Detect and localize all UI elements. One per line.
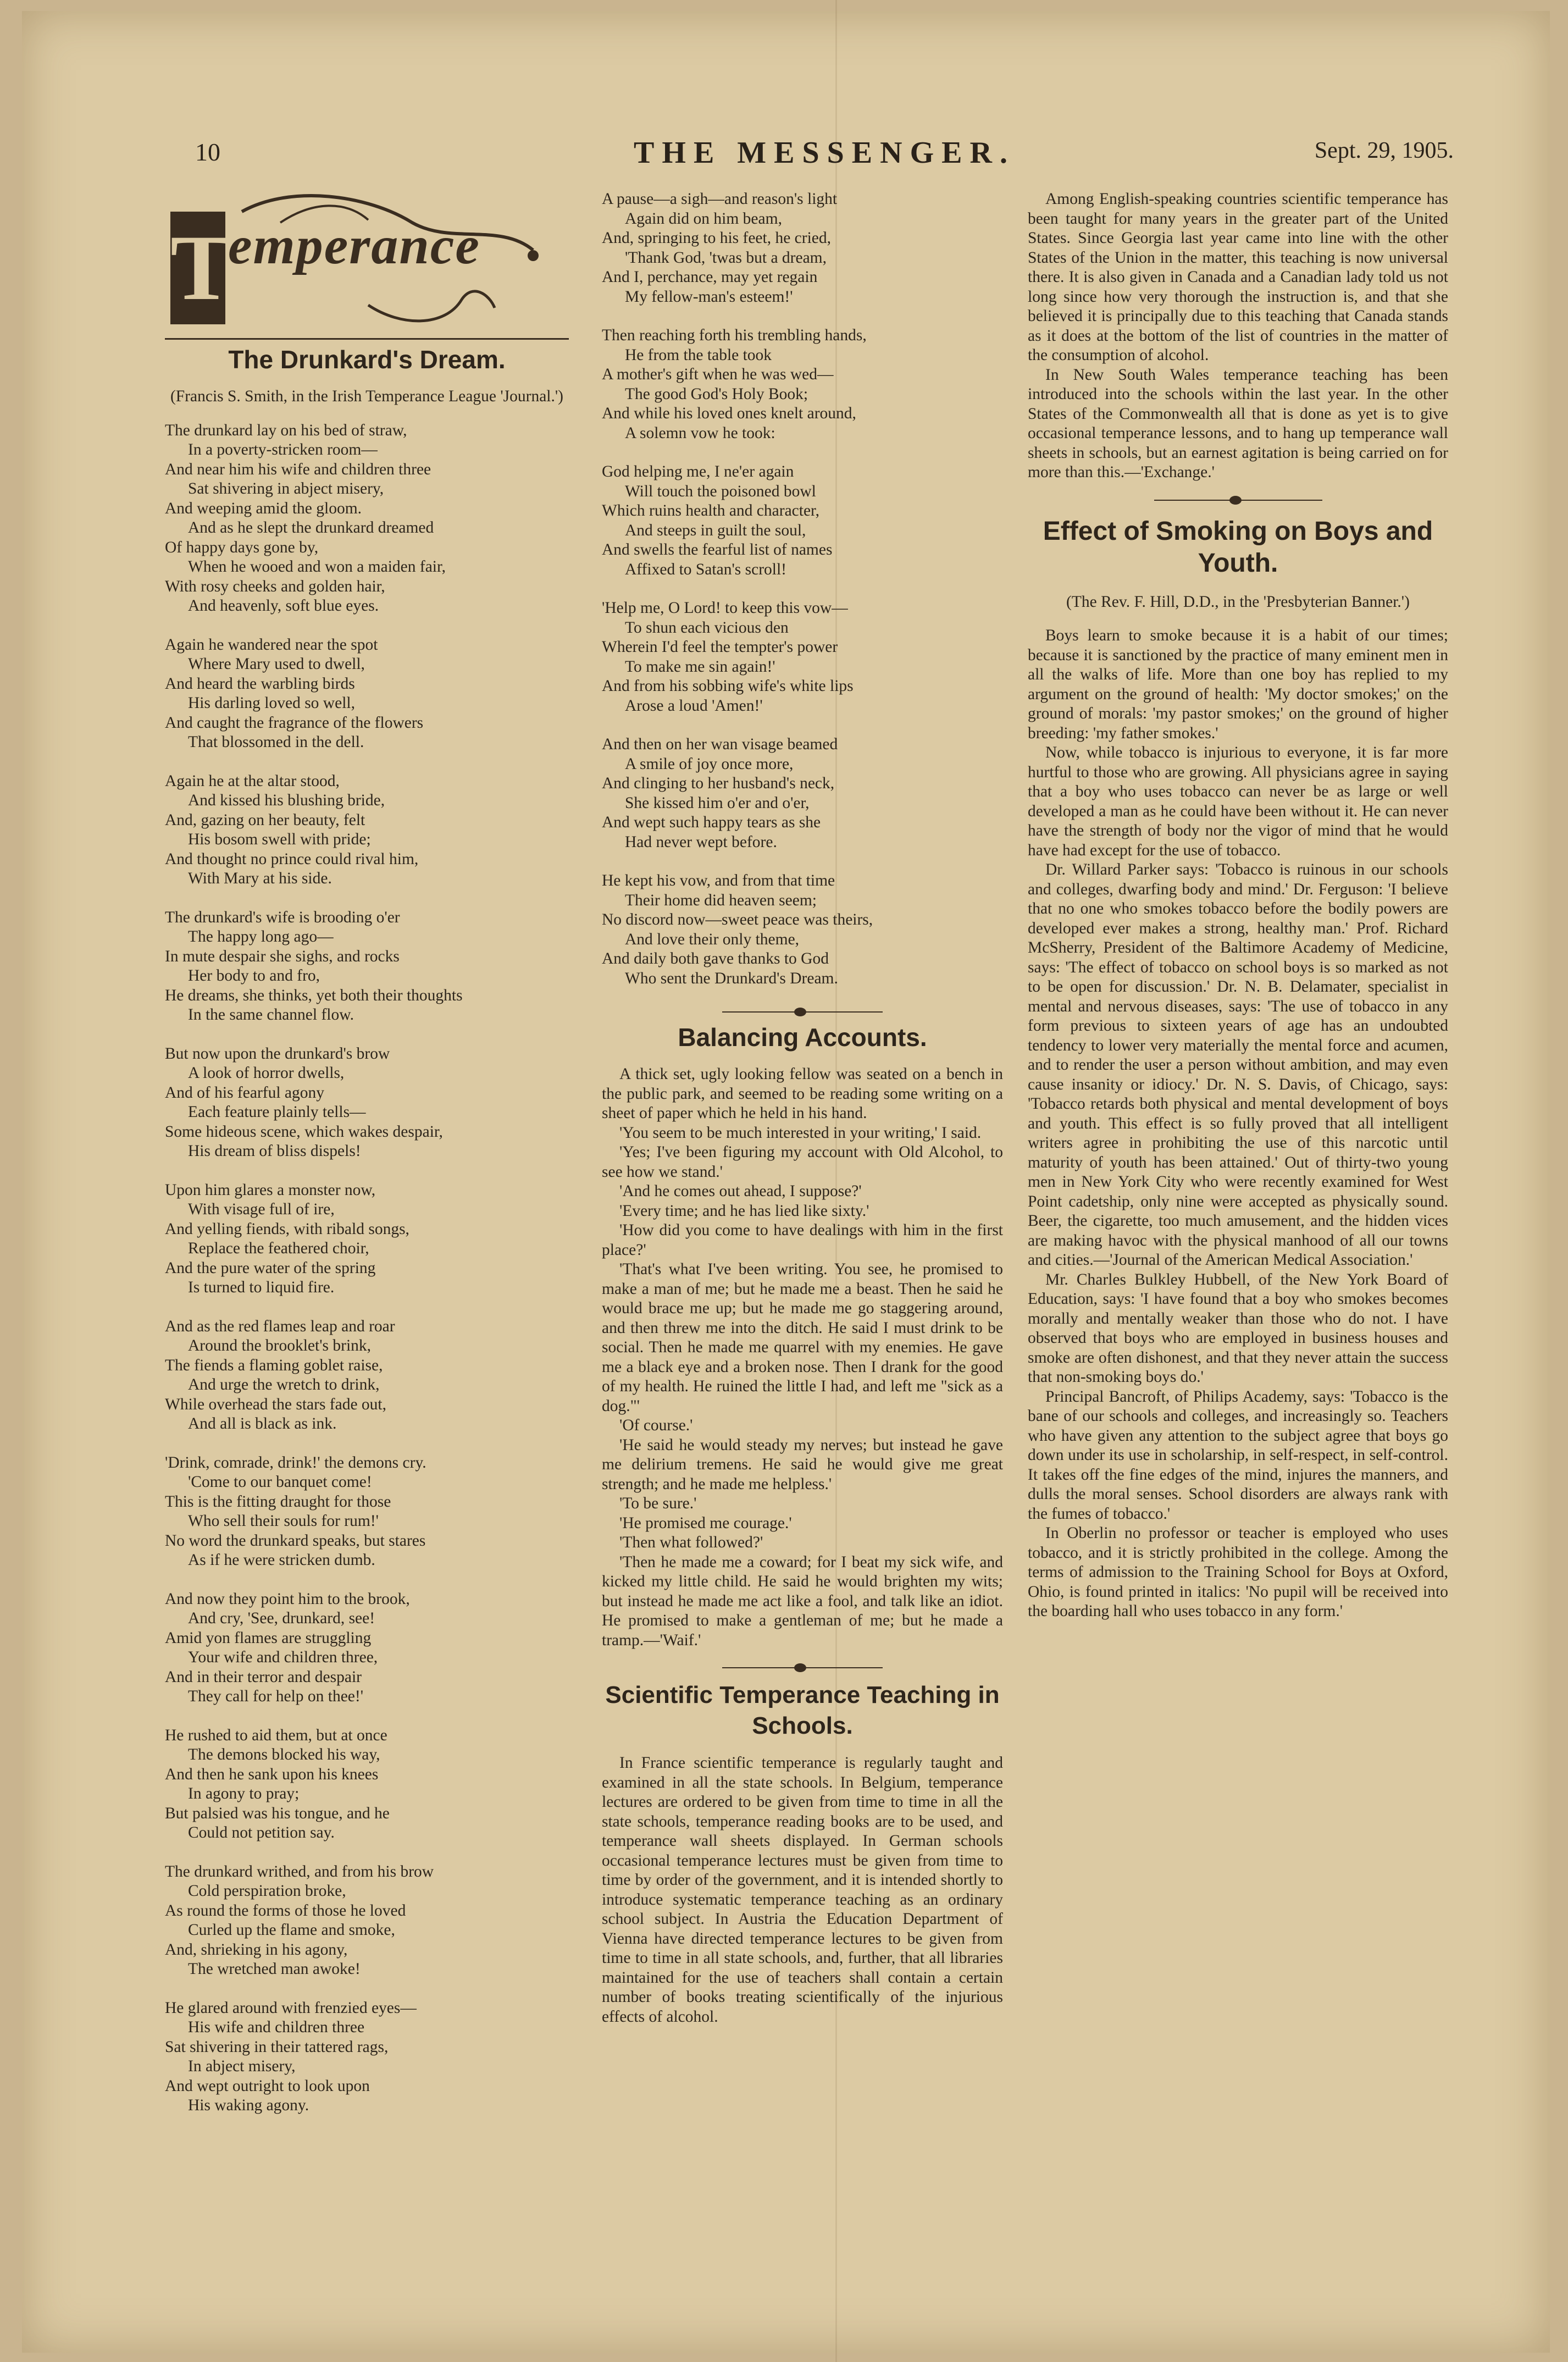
poem-line: And clinging to her husband's neck, bbox=[602, 775, 835, 792]
poem-line: The drunkard's wife is brooding o'er bbox=[165, 908, 400, 926]
poem-line: And wept outright to look upon bbox=[165, 2077, 370, 2095]
poem-line: And now they point him to the brook, bbox=[165, 1590, 410, 1608]
poem-line: While overhead the stars fade out, bbox=[165, 1395, 387, 1413]
poem-line: 'Come to our banquet come! bbox=[188, 1473, 372, 1491]
page-number: 10 bbox=[195, 138, 220, 166]
paragraph: Boys learn to smoke because it is a habit of our times; because it is sanctioned by the practice of many eminent men in all the walks of life. More than one boy has replied to my argument on the ground of health: 'My doctor smokes;' on the ground of morals: 'my pastor smokes;' on the ground of higher breeding: 'my father smokes.' bbox=[1028, 627, 1448, 742]
paragraph: In Oberlin no professor or teacher is employed who uses tobacco, and it is strictly prohibited in the college. Among the terms of admission to the Training School for Boys at Oxford, Ohio, is found printed in italics: 'No pupil will be received into the boarding hall who uses tobacco in any form.' bbox=[1028, 1524, 1448, 1620]
poem-line: In abject misery, bbox=[188, 2057, 296, 2075]
poem-line: With rosy cheeks and golden hair, bbox=[165, 577, 385, 595]
temperance-logo bbox=[170, 190, 569, 338]
poem-line: No discord now—sweet peace was theirs, bbox=[602, 911, 873, 928]
poem-line: And, shrieking in his agony, bbox=[165, 1940, 348, 1959]
poem-stanza bbox=[165, 421, 569, 616]
scientific-title: Scientific Temperance Teaching in Schools. bbox=[605, 1681, 1000, 1739]
section-divider bbox=[602, 1008, 1003, 1016]
poem-line: The fiends a flaming goblet raise, bbox=[165, 1356, 383, 1374]
paragraph: Now, while tobacco is injurious to everyone, it is far more hurtful to those who are growing. All physicians agree in saying that a boy who uses tobacco can never be as large or well developed a man as he could have been without it. He can never have the strength of body nor the vigor of mind that he would have had except for the use of tobacco. bbox=[1028, 744, 1448, 859]
poem-line: A smile of joy once more, bbox=[625, 755, 794, 773]
poem-line: With visage full of ire, bbox=[188, 1201, 335, 1218]
poem-line: His waking agony. bbox=[188, 2097, 309, 2114]
poem-stanza bbox=[602, 735, 1003, 852]
column-3 bbox=[1028, 190, 1448, 1622]
poem-line: Around the brooklet's brink, bbox=[188, 1337, 372, 1354]
paragraph: 'Then what followed?' bbox=[619, 1534, 763, 1551]
poem-line: He glared around with frenzied eyes— bbox=[165, 1999, 417, 2017]
poem-line: And urge the wretch to drink, bbox=[188, 1376, 380, 1393]
poem-line: The drunkard writhed, and from his brow bbox=[165, 1862, 434, 1880]
column-1 bbox=[165, 190, 569, 2135]
poem-line: And all is black as ink. bbox=[188, 1415, 337, 1432]
paragraph: 'He said he would steady my nerves; but instead he gave me delirium tremens. He said he would give me great strength; and he made me helpless.' bbox=[602, 1436, 1003, 1493]
poem-line: In agony to pray; bbox=[188, 1785, 300, 1802]
poem-line: And near him his wife and children three bbox=[165, 460, 431, 478]
poem-line: And kissed his blushing bride, bbox=[188, 792, 385, 809]
poem-line: Who sent the Drunkard's Dream. bbox=[625, 969, 838, 987]
poem-line: And cry, 'See, drunkard, see! bbox=[188, 1609, 375, 1627]
poem-stanza bbox=[165, 1453, 569, 1570]
poem-line: His darling loved so well, bbox=[188, 694, 355, 712]
issue-date: Sept. 29, 1905. bbox=[1314, 138, 1454, 163]
poem-line: A solemn vow he took: bbox=[625, 424, 775, 442]
poem-stanza bbox=[165, 908, 569, 1025]
poem-line: In a poverty-stricken room— bbox=[188, 441, 378, 458]
poem-line: Who sell their souls for rum!' bbox=[188, 1512, 379, 1530]
poem-line: Wherein I'd feel the tempter's power bbox=[602, 638, 838, 656]
poem-line: And as the red flames leap and roar bbox=[165, 1317, 395, 1335]
column-2 bbox=[602, 190, 1003, 2027]
poem-line: And heard the warbling birds bbox=[165, 674, 355, 693]
poem-line: A look of horror dwells, bbox=[188, 1064, 345, 1082]
scientific-body bbox=[602, 1753, 1003, 2027]
section-divider bbox=[1028, 496, 1448, 505]
poem-line: Cold perspiration broke, bbox=[188, 1882, 346, 1900]
poem-line: His bosom swell with pride; bbox=[188, 831, 371, 848]
poem-line: And, gazing on her beauty, felt bbox=[165, 811, 365, 829]
poem-line: No word the drunkard speaks, but stares bbox=[165, 1531, 426, 1550]
poem-line: His wife and children three bbox=[188, 2018, 365, 2036]
paragraph: 'That's what I've been writing. You see, he promised to make a man of me; but he made me a beast. Then he said he would brace me up; but he made me go staggering around, and then threw me into the ditch. He said I must drink to be social. Then he made me quarrel with my enemies. He gave me a black eye and a broken nose. Then I drank for the good of my health. He ruined the little I had, and left me "sick as a dog."' bbox=[602, 1260, 1003, 1415]
paragraph: A thick set, ugly looking fellow was seated on a bench in the public park, and seemed to be reading some writing on a sheet of paper which he held in his hand. bbox=[602, 1065, 1003, 1122]
poem-line: And in their terror and despair bbox=[165, 1668, 362, 1686]
paragraph: 'Then he made me a coward; for I beat my sick wife, and kicked my little child. He said he would brighten my wits; but instead he made me act like a fool, and talk like an idiot. He promised to make a gentleman of me; but he made a tramp.—'Waif.' bbox=[602, 1553, 1003, 1649]
poem-line: Replace the feathered choir, bbox=[188, 1240, 369, 1257]
paragraph: 'He promised me courage.' bbox=[619, 1514, 792, 1532]
poem-line: His dream of bliss dispels! bbox=[188, 1142, 361, 1160]
poem-line: 'Thank God, 'twas but a dream, bbox=[625, 248, 827, 267]
poem-line: He kept his vow, and from that time bbox=[602, 872, 835, 889]
poem-line: Arose a loud 'Amen!' bbox=[625, 696, 763, 715]
poem-line: That blossomed in the dell. bbox=[188, 733, 364, 751]
paragraph: 'Every time; and he has lied like sixty.' bbox=[619, 1202, 869, 1220]
paragraph: Principal Bancroft, of Philips Academy, says: 'Tobacco is the bane of our schools and colleges, and increasingly so. Teachers who have given any attention to the subject agree that boys go down under its use in scholarship, in self-respect, in self-control. It takes off the fine edges of the mind, injures the manners, and dulls the moral senses. School disorders are always rank with the fumes of tobacco.' bbox=[1028, 1387, 1448, 1523]
poem-line: As round the forms of those he loved bbox=[165, 1901, 406, 1920]
poem-line: With Mary at his side. bbox=[188, 870, 332, 887]
paragraph: Dr. Willard Parker says: 'Tobacco is ruinous in our schools and colleges, dwarfing body and mind.' Dr. Ferguson: 'I believe that no one who smokes tobacco before the bodily powers are developed ever makes a strong, healthy man.' Prof. Richard McSherry, President of the Baltimore Academy of Medicine, says: 'The effect of tobacco on school boys is so marked as not to be open for discussion.' Dr. N. B. Delamater, specialist in mental and nervous diseases, says: 'The use of tobacco in any form previous to sixteen years of age has an undoubted tendency to lower very materially the mental force and acumen, and to render the user a person without ambition, and may even cause insanity or idiocy.' Dr. N. S. Davis, of Chicago, says: 'Tobacco retards both physical and mental development of boys and youth. This effect is so fully proved that all intelligent writers agree in prohibiting the use of this narcotic until maturity of youth has been attained.' Out of thirty-two young men in New York City who were recently examined for West Point cadetship, only nine were accepted as physically sound. Beer, the cigarette, too much amusement, and the hidden vices are making havoc with the physical manhood of all our towns and cities.—'Journal of the American Medical Association.' bbox=[1028, 861, 1448, 1269]
poem-stanza bbox=[165, 1181, 569, 1298]
poem-line: And weeping amid the gloom. bbox=[165, 499, 362, 517]
poem-line: And as he slept the drunkard dreamed bbox=[188, 519, 434, 536]
poem-stanza bbox=[165, 1317, 569, 1434]
poem-line: Again he at the altar stood, bbox=[165, 772, 340, 790]
paragraph: In France scientific temperance is regularly taught and examined in all the state schools. In Belgium, temperance lectures are ordered to be given from time to time in all the state schools, temperance reading books are to be used, and temperance wall sheets displayed. In German schools occasional temperance lectures must be given from time to time by order of the government, and it is intended shortly to introduce systematic temperance teaching as an ordinary school subject. In Austria the Education Department of Vienna have directed temperance lectures to be given from time to time in all state schools, and, further, that all libraries maintained for the use of teachers shall contain a certain number of books treating scientifically of the injurious effects of alcohol. bbox=[602, 1754, 1003, 2026]
paragraph: 'How did you come to have dealings with him in the first place?' bbox=[602, 1221, 1003, 1259]
poem-line: And steeps in guilt the soul, bbox=[625, 521, 806, 539]
poem-line: And wept such happy tears as she bbox=[602, 814, 821, 831]
poem-line: Upon him glares a monster now, bbox=[165, 1181, 376, 1199]
poem-line: And yelling fiends, with ribald songs, bbox=[165, 1220, 409, 1238]
poem-line: A pause—a sigh—and reason's light bbox=[602, 190, 838, 208]
paragraph: 'And he comes out ahead, I suppose?' bbox=[619, 1182, 862, 1200]
poem-line: And swells the fearful list of names bbox=[602, 541, 833, 558]
poem-stanza bbox=[602, 190, 1003, 307]
poem-line: And heavenly, soft blue eyes. bbox=[188, 597, 379, 615]
poem-line: And thought no prince could rival him, bbox=[165, 850, 419, 868]
poem-line: Again did on him beam, bbox=[625, 209, 782, 228]
poem-line: Amid yon flames are struggling bbox=[165, 1629, 372, 1647]
poem-line: Affixed to Satan's scroll! bbox=[625, 560, 786, 578]
poem-stanza bbox=[602, 871, 1003, 988]
poem-line: And, springing to his feet, he cried, bbox=[602, 229, 832, 247]
poem-line: This is the fitting draught for those bbox=[165, 1492, 391, 1511]
section-rule bbox=[165, 338, 569, 340]
poem-line: They call for help on thee!' bbox=[188, 1688, 364, 1705]
poem-stanza bbox=[165, 772, 569, 889]
masthead-title: THE MESSENGER. bbox=[634, 136, 1015, 170]
poem-line: To shun each vicious den bbox=[625, 618, 789, 637]
smoking-credit: (The Rev. F. Hill, D.D., in the 'Presbyterian Banner.') bbox=[1066, 593, 1410, 611]
poem-line: A mother's gift when he was wed— bbox=[602, 366, 834, 383]
poem-credit: (Francis S. Smith, in the Irish Temperance League 'Journal.') bbox=[170, 388, 563, 405]
poem-line: But now upon the drunkard's brow bbox=[165, 1044, 390, 1063]
poem-line: And then he sank upon his knees bbox=[165, 1765, 379, 1783]
poem-line: In the same channel flow. bbox=[188, 1006, 354, 1024]
balancing-body bbox=[602, 1065, 1003, 1650]
poem-stanza bbox=[165, 1044, 569, 1161]
poem-part-2 bbox=[602, 190, 1003, 988]
poem-line: My fellow-man's esteem!' bbox=[625, 287, 793, 306]
poem-line: As if he were stricken dumb. bbox=[188, 1551, 375, 1569]
poem-line: 'Help me, O Lord! to keep this vow— bbox=[602, 599, 848, 617]
poem-line: Then reaching forth his trembling hands, bbox=[602, 327, 867, 344]
poem-line: God helping me, I ne'er again bbox=[602, 463, 794, 480]
poem-line: Of happy days gone by, bbox=[165, 538, 319, 556]
poem-line: And love their only theme, bbox=[625, 930, 800, 948]
poem-line: Curled up the flame and smoke, bbox=[188, 1921, 395, 1939]
poem-line: She kissed him o'er and o'er, bbox=[625, 794, 810, 812]
scientific-body-continued bbox=[1028, 190, 1448, 483]
poem-line: Some hideous scene, which wakes despair, bbox=[165, 1122, 443, 1141]
poem-line: To make me sin again!' bbox=[625, 657, 775, 676]
poem-line: Again he wandered near the spot bbox=[165, 635, 378, 654]
poem-line: In mute despair she sighs, and rocks bbox=[165, 947, 400, 965]
poem-line: He from the table took bbox=[625, 346, 772, 364]
poem-part-1 bbox=[165, 421, 569, 2116]
poem-line: Which ruins health and character, bbox=[602, 502, 820, 519]
poem-line: Sat shivering in their tattered rags, bbox=[165, 2038, 389, 2056]
poem-line: Their home did heaven seem; bbox=[625, 891, 817, 909]
poem-line: And the pure water of the spring bbox=[165, 1259, 376, 1277]
section-divider bbox=[602, 1663, 1003, 1672]
poem-line: And from his sobbing wife's white lips bbox=[602, 677, 854, 695]
poem-stanza bbox=[165, 1726, 569, 1843]
poem-line: Sat shivering in abject misery, bbox=[188, 480, 384, 497]
poem-line: The demons blocked his way, bbox=[188, 1746, 380, 1763]
poem-stanza bbox=[165, 1999, 569, 2116]
poem-line: And caught the fragrance of the flowers bbox=[165, 713, 424, 732]
poem-line: He rushed to aid them, but at once bbox=[165, 1726, 387, 1744]
page-header bbox=[195, 137, 1454, 181]
poem-title: The Drunkard's Dream. bbox=[228, 345, 506, 374]
smoking-title: Effect of Smoking on Boys and Youth. bbox=[1043, 516, 1433, 578]
poem-line: Your wife and children three, bbox=[188, 1649, 378, 1666]
poem-stanza bbox=[602, 462, 1003, 579]
paragraph: In New South Wales temperance teaching has been introduced into the schools within the last year. In the other States of the Commonwealth all that is done as yet is to give occasional temperance lessons, and to hang up temperance wall sheets in schools, but an earnest agitation is being carried on for more than this.—'Exchange.' bbox=[1028, 366, 1448, 481]
poem-line: Is turned to liquid fire. bbox=[188, 1279, 335, 1296]
poem-stanza bbox=[602, 599, 1003, 716]
poem-line: When he wooed and won a maiden fair, bbox=[188, 558, 446, 576]
poem-stanza bbox=[165, 635, 569, 753]
poem-line: The good God's Holy Book; bbox=[625, 385, 808, 403]
poem-stanza bbox=[165, 1590, 569, 1707]
poem-line: And daily both gave thanks to God bbox=[602, 950, 829, 967]
poem-line: The happy long ago— bbox=[188, 928, 334, 945]
balancing-title: Balancing Accounts. bbox=[678, 1023, 927, 1052]
paragraph: 'To be sure.' bbox=[619, 1495, 697, 1512]
paragraph: 'Yes; I've been figuring my account with Old Alcohol, to see how we stand.' bbox=[602, 1143, 1003, 1181]
poem-line: But palsied was his tongue, and he bbox=[165, 1804, 390, 1822]
poem-line: Will touch the poisoned bowl bbox=[625, 482, 816, 500]
poem-line: Each feature plainly tells— bbox=[188, 1103, 366, 1121]
poem-line: And while his loved ones knelt around, bbox=[602, 405, 856, 422]
poem-line: 'Drink, comrade, drink!' the demons cry. bbox=[165, 1453, 426, 1472]
poem-line: The drunkard lay on his bed of straw, bbox=[165, 421, 407, 439]
poem-line: The wretched man awoke! bbox=[188, 1960, 361, 1978]
poem-line: And of his fearful agony bbox=[165, 1083, 325, 1102]
logo-word: emperance bbox=[228, 216, 480, 275]
poem-line: Had never wept before. bbox=[625, 833, 777, 851]
paragraph: Mr. Charles Bulkley Hubbell, of the New York Board of Education, says: 'I have found that a boy who smokes becomes morally and mentally weaker than those who do not. I have observed that boys who are employed in business houses and smoke are often dishonest, and that they never attain the success that non-smoking boys do.' bbox=[1028, 1270, 1448, 1386]
paragraph: 'Of course.' bbox=[619, 1417, 693, 1434]
poem-line: He dreams, she thinks, yet both their thoughts bbox=[165, 986, 463, 1004]
smoking-body bbox=[1028, 626, 1448, 1622]
paragraph: Among English-speaking countries scientific temperance has been taught for many years in the greater part of the United States. Since Georgia last year came into line with the other States of the Union in the matter, this teaching is now universal there. It is also given in Canada and a Canadian lady told us not long since how very thorough the instruction is, and that she believed it is principally due to this teaching that Canada stands as it does at the bottom of the list of countries in the matter of the consumption of alcohol. bbox=[1028, 190, 1448, 364]
poem-line: And then on her wan visage beamed bbox=[602, 735, 838, 753]
poem-line: And I, perchance, may yet regain bbox=[602, 268, 818, 286]
paragraph: 'You seem to be much interested in your writing,' I said. bbox=[619, 1124, 982, 1142]
poem-stanza bbox=[602, 326, 1003, 443]
poem-line: Her body to and fro, bbox=[188, 967, 320, 984]
poem-stanza bbox=[165, 1862, 569, 1979]
poem-line: Could not petition say. bbox=[188, 1824, 335, 1841]
poem-line: Where Mary used to dwell, bbox=[188, 655, 365, 673]
logo-initial: T bbox=[170, 212, 225, 324]
